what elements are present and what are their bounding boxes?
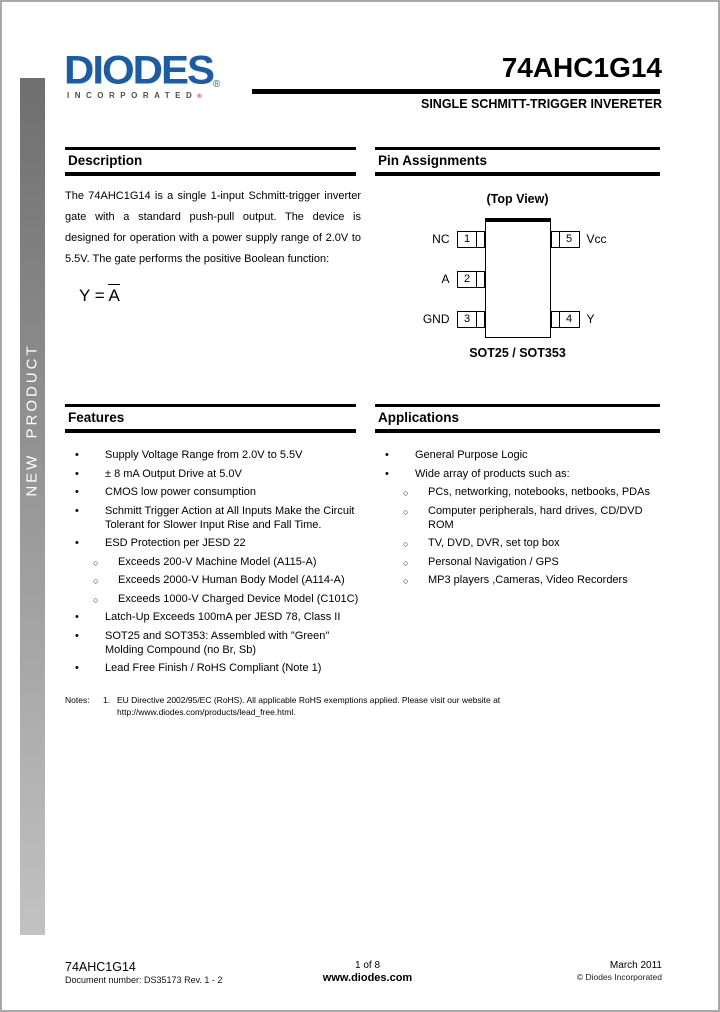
list-item: [375, 573, 665, 587]
list-item: [65, 629, 360, 657]
list-item-text: TV, DVD, DVR, set top box: [428, 537, 560, 549]
pin-row: [375, 270, 485, 288]
pin-name-label: Y: [586, 312, 595, 326]
package-name-label: SOT25 / SOT353: [469, 346, 566, 360]
pin-row: [375, 230, 485, 248]
list-item-text: Lead Free Finish / RoHS Compliant (Note 1): [105, 662, 322, 674]
bullet-icon: •: [75, 662, 79, 674]
registered-mark-icon: ®: [213, 79, 221, 90]
applications-list: [375, 448, 665, 592]
bullet-icon: ○: [93, 557, 99, 568]
list-item-text: MP3 players ,Cameras, Video Recorders: [428, 574, 628, 586]
bullet-icon: ○: [403, 557, 409, 568]
footer-left-block: [65, 959, 222, 985]
bullet-icon: •: [75, 467, 79, 480]
bullet-icon: ○: [403, 539, 409, 549]
pin-lead-stub: [476, 271, 485, 288]
registered-mark-icon: ®: [197, 94, 202, 100]
list-item-text: CMOS low power consumption: [105, 486, 257, 498]
footer-right-block: [577, 959, 662, 982]
bullet-icon: •: [75, 611, 79, 623]
pin-number-box: 3: [457, 311, 478, 328]
bullet-icon: •: [75, 629, 79, 642]
boolean-function-formula: [79, 286, 120, 306]
bullet-icon: •: [75, 537, 79, 549]
list-item-text: Schmitt Trigger Action at All Inputs Make the Circuit Tolerant for Slower Input Rise and Fall Time.: [105, 504, 355, 531]
pin-name-label: Vcc: [586, 232, 607, 246]
new-product-sidebar: [20, 78, 45, 935]
footer-document-number: Document number: DS35173 Rev. 1 - 2: [65, 975, 223, 985]
pin-name-label: A: [441, 272, 450, 286]
bullet-icon: •: [75, 486, 79, 498]
website-text: www.diodes.com: [322, 972, 413, 984]
note-number: 1.: [103, 695, 111, 705]
list-item: [375, 536, 665, 550]
list-item-text: ± 8 mA Output Drive at 5.0V: [105, 467, 242, 480]
list-item: [375, 504, 665, 532]
list-item: [375, 485, 665, 499]
list-item-text: Supply Voltage Range from 2.0V to 5.5V: [105, 449, 303, 461]
page-indicator: 1 of 8: [354, 960, 381, 971]
pin-number-box: 1: [457, 231, 478, 248]
diodes-logo-text: DIODES: [64, 47, 214, 92]
bullet-icon: •: [385, 467, 389, 480]
list-item-text: Exceeds 2000-V Human Body Model (A114-A): [118, 574, 345, 586]
list-item-text: Latch-Up Exceeds 100mA per JESD 78, Class II: [105, 611, 341, 623]
header-divider: [252, 89, 660, 94]
pin-row: [551, 230, 660, 248]
pin-name-label: GND: [422, 312, 450, 326]
bullet-icon: •: [75, 449, 79, 461]
section-heading-description: Description: [65, 147, 356, 176]
pin-lead-stub: [476, 311, 485, 328]
list-item: [65, 448, 360, 462]
pin-number-box: 2: [457, 271, 478, 288]
bullet-icon: •: [385, 449, 389, 461]
list-item: [65, 573, 360, 587]
publication-date: March 2011: [609, 960, 662, 971]
device-subtitle: SINGLE SCHMITT-TRIGGER INVERETER: [421, 97, 662, 111]
bullet-icon: ○: [93, 594, 99, 605]
list-item: [375, 448, 665, 462]
list-item-text: Wide array of products such as:: [415, 467, 570, 480]
note-text: [117, 694, 587, 718]
list-item: [65, 661, 360, 675]
list-item-text: Exceeds 200-V Machine Model (A115-A): [118, 555, 317, 568]
pin-row: [375, 310, 485, 328]
footer-center-block: [260, 959, 475, 984]
list-item: [65, 610, 360, 624]
list-item-text: Exceeds 1000-V Charged Device Model (C101C): [118, 592, 359, 605]
list-item-text: Personal Navigation / GPS: [428, 555, 559, 568]
footer-part-number: 74AHC1G14: [65, 960, 136, 974]
left-pin-column: [375, 218, 485, 338]
bullet-icon: ○: [403, 506, 409, 517]
list-item: [65, 555, 360, 569]
list-item: [65, 485, 360, 499]
list-item-text: SOT25 and SOT353: Assembled with "Green" Molding Compound (no Br, Sb): [105, 629, 330, 656]
list-item: [375, 555, 665, 569]
incorporated-label: INCORPORATED®: [67, 91, 202, 100]
bullet-icon: •: [75, 504, 79, 517]
pin-number-box: 5: [559, 231, 580, 248]
top-view-label: (Top View): [486, 192, 549, 206]
part-number-title: 74AHC1G14: [501, 52, 662, 83]
pin-name-label: NC: [432, 232, 450, 246]
copyright-text: © Diodes Incorporated: [576, 972, 662, 982]
list-item-text: Computer peripherals, hard drives, CD/DVD ROM: [428, 504, 643, 531]
list-item: [375, 467, 665, 481]
list-item: [65, 592, 360, 606]
formula-lhs: Y: [79, 286, 91, 305]
list-item-text: General Purpose Logic: [415, 449, 528, 461]
list-item: [65, 504, 360, 532]
note-line-2: http://www.diodes.com/products/lead_free.html.: [117, 707, 296, 717]
right-pin-column: [551, 218, 660, 338]
list-item-text: ESD Protection per JESD 22: [105, 537, 246, 549]
section-heading-features: Features: [65, 404, 356, 433]
notes-label: Notes:: [65, 695, 90, 705]
description-text: The 74AHC1G14 is a single 1-input Schmitt-trigger inverter gate with a standard push-pull output. The device is designed for operation with a power supply range of 2.0V to 5.5V. The gate performs the positive Boolean function:: [65, 190, 361, 265]
section-heading-applications: Applications: [375, 404, 660, 433]
package-outline: [485, 218, 551, 338]
formula-rhs-overline: A: [108, 286, 120, 305]
bullet-icon: ○: [403, 488, 409, 498]
formula-equals: =: [90, 286, 109, 305]
pin-assignment-diagram: [375, 188, 660, 368]
section-heading-pin-assignments: Pin Assignments: [375, 147, 660, 176]
note-line-1: EU Directive 2002/95/EC (RoHS). All applicable RoHS exemptions applied. Please visit our website at: [117, 695, 501, 705]
pin-lead-stub: [476, 231, 485, 248]
diodes-logo: [64, 47, 221, 100]
list-item: [65, 536, 360, 550]
list-item: [65, 467, 360, 481]
bullet-icon: ○: [403, 576, 409, 586]
list-item-text: PCs, networking, notebooks, netbooks, PDAs: [428, 486, 650, 498]
pin-number-box: 4: [559, 311, 580, 328]
new-product-label: NEW PRODUCT: [23, 343, 41, 497]
pin-row: [551, 310, 660, 328]
bullet-icon: ○: [93, 576, 99, 586]
features-list: [65, 448, 360, 680]
